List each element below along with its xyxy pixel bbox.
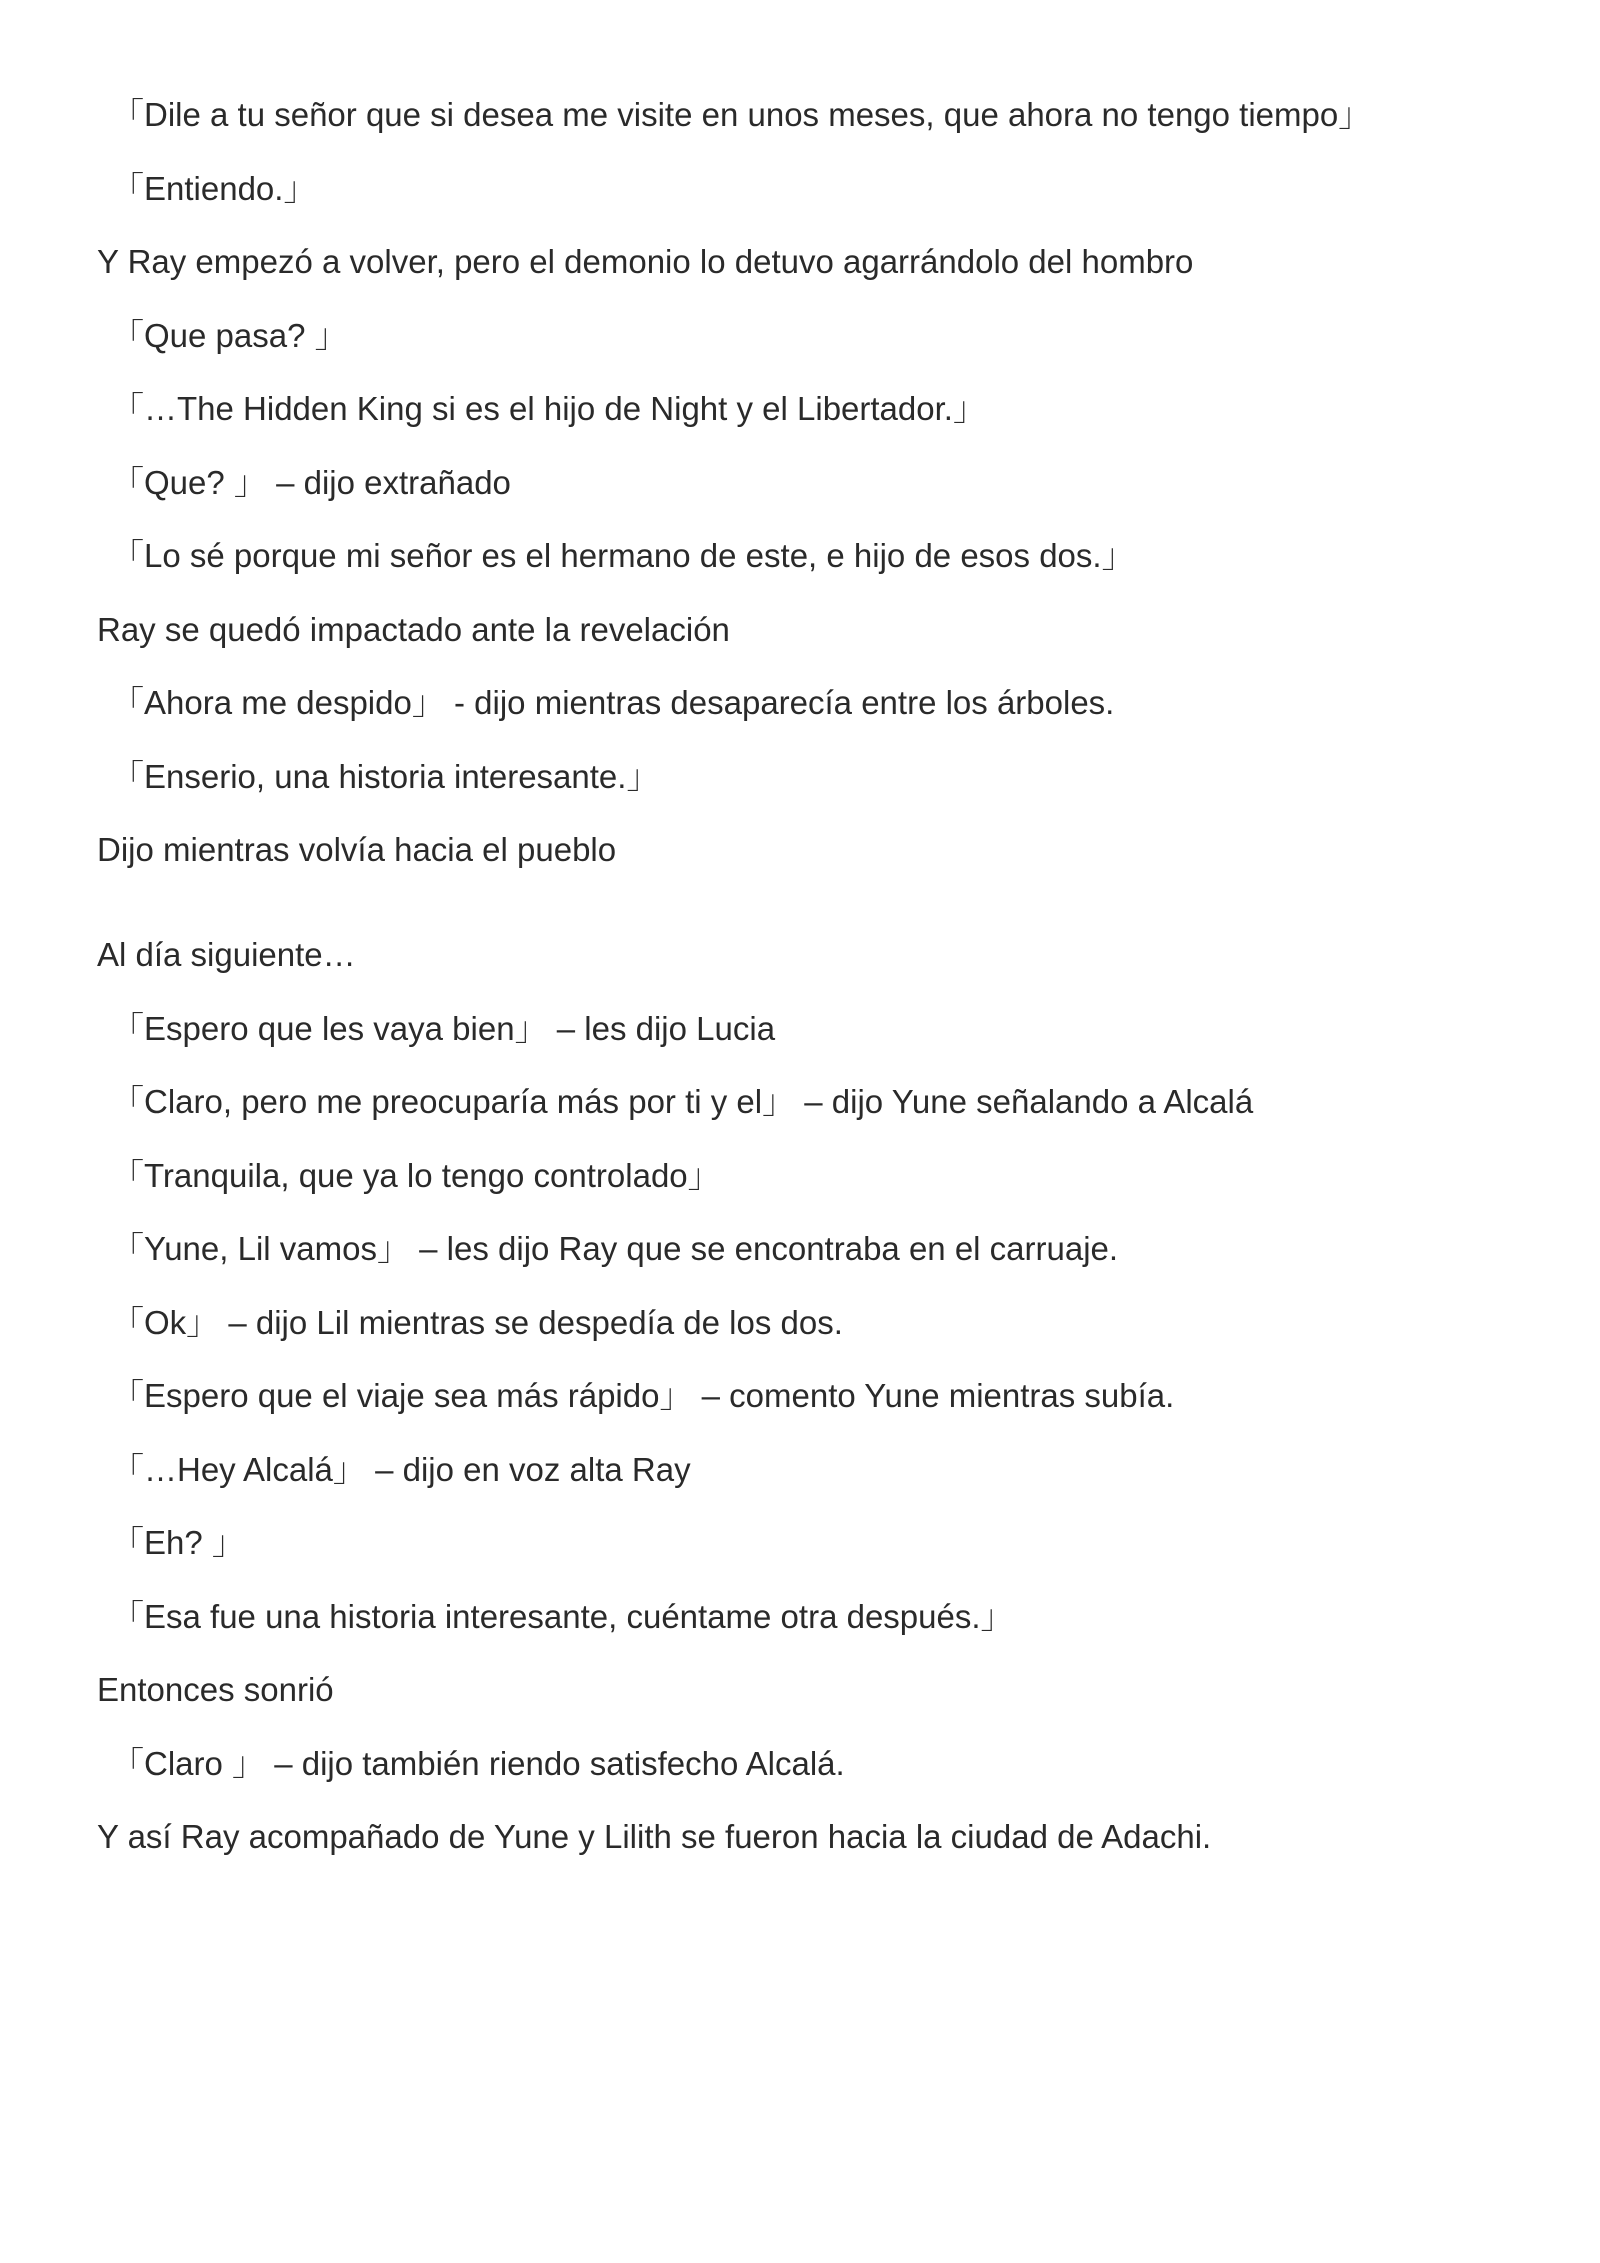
text-line: 「Entiendo.」 xyxy=(111,169,317,207)
text-line: 「Ahora me despido」 - dijo mientras desaparecía entre los árboles. xyxy=(111,684,1115,721)
text-line: Al día siguiente… xyxy=(97,936,356,973)
text-line: 「Enserio, una historia interesante.」 xyxy=(111,757,660,795)
text-line: 「Yune, Lil vamos」 – les dijo Ray que se encontraba en el carruaje. xyxy=(111,1230,1119,1267)
text-line: 「Ok」 – dijo Lil mientras se despedía de los dos. xyxy=(111,1303,843,1341)
text-line: Y así Ray acompañado de Yune y Lilith se fueron hacia la ciudad de Adachi. xyxy=(97,1818,1212,1855)
text-line: 「Lo sé porque mi señor es el hermano de este, e hijo de esos dos.」 xyxy=(111,537,1135,574)
text-line: 「Tranquila, que ya lo tengo controlado」 xyxy=(111,1156,721,1194)
text-line: 「Claro 」 – dijo también riendo satisfecho Alcalá. xyxy=(111,1744,845,1782)
text-line: 「Eh? 」 xyxy=(111,1524,245,1561)
text-line: 「Esa fue una historia interesante, cuéntame otra después.」 xyxy=(111,1597,1014,1635)
text-line: 「Espero que les vaya bien」 – les dijo Lucia xyxy=(111,1009,776,1047)
text-line: 「Claro, pero me preocuparía más por ti y el」 – dijo Yune señalando a Alcalá xyxy=(111,1083,1254,1120)
text-line: 「Que? 」 – dijo extrañado xyxy=(111,463,511,501)
text-line: Dijo mientras volvía hacia el pueblo xyxy=(97,831,617,868)
text-line: Entonces sonrió xyxy=(97,1671,334,1708)
text-line: 「…Hey Alcalá」 – dijo en voz alta Ray xyxy=(111,1450,691,1488)
text-line: 「Dile a tu señor que si desea me visite en unos meses, que ahora no tengo tiempo」 xyxy=(111,96,1372,133)
text-line: 「…The Hidden King si es el hijo de Night y el Libertador.」 xyxy=(111,390,986,427)
text-line: 「Espero que el viaje sea más rápido」 – comento Yune mientras subía. xyxy=(111,1377,1175,1414)
text-line: Y Ray empezó a volver, pero el demonio lo detuvo agarrándolo del hombro xyxy=(97,243,1194,280)
text-line: Ray se quedó impactado ante la revelación xyxy=(97,610,730,648)
text-line: 「Que pasa? 」 xyxy=(111,316,348,354)
text-body xyxy=(97,96,1517,1892)
